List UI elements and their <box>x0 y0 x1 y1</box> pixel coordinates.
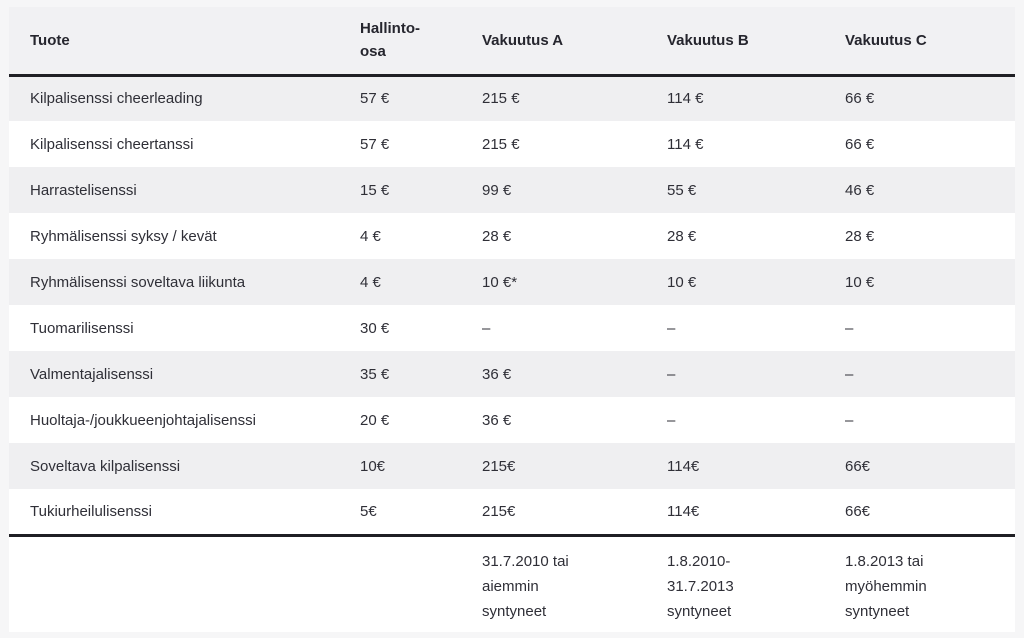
cell-product: Huoltaja-/joukkueenjohtajalisenssi <box>30 411 256 429</box>
cell-insurance-c: 46 € <box>845 181 875 199</box>
cell-admin-fee: 57 € <box>360 135 390 153</box>
cell-product: Valmentajalisenssi <box>30 365 154 383</box>
header-insurance-c: Vakuutus C <box>845 31 927 49</box>
cell-insurance-b: – <box>667 319 676 337</box>
footer-line: 1.8.2010- <box>667 552 731 570</box>
cell-insurance-b: – <box>667 365 676 383</box>
cell-insurance-c: 66€ <box>845 457 871 475</box>
table-row <box>9 167 1015 213</box>
table-row <box>9 443 1015 489</box>
footer-insurance-c-note <box>824 535 1015 632</box>
cell-insurance-b: – <box>667 411 676 429</box>
table-row <box>9 489 1015 535</box>
cell-admin-fee: 20 € <box>360 411 390 429</box>
header-insurance-a: Vakuutus A <box>482 31 564 49</box>
cell-insurance-b: 55 € <box>667 181 697 199</box>
cell-insurance-b: 10 € <box>667 273 697 291</box>
cell-insurance-a: 36 € <box>482 411 512 429</box>
cell-admin-fee: 57 € <box>360 90 390 108</box>
cell-product: Soveltava kilpalisenssi <box>30 457 181 475</box>
cell-insurance-a: 10 €* <box>482 273 518 291</box>
cell-insurance-c: 66€ <box>845 502 871 520</box>
cell-product: Harrastelisenssi <box>30 181 137 199</box>
table-row <box>9 305 1015 351</box>
header-admin-fee-line1: Hallinto- <box>360 20 420 38</box>
footer-line: 1.8.2013 tai <box>845 552 924 570</box>
cell-product: Ryhmälisenssi soveltava liikunta <box>30 273 246 291</box>
table-footer-row <box>9 535 1015 632</box>
cell-product: Kilpalisenssi cheerleading <box>30 90 203 108</box>
cell-admin-fee: 5€ <box>360 502 377 520</box>
table-row <box>9 121 1015 167</box>
cell-insurance-c: – <box>845 319 854 337</box>
cell-insurance-b: 114€ <box>667 502 700 520</box>
cell-insurance-a: 215 € <box>482 135 520 153</box>
cell-insurance-c: 66 € <box>845 90 875 108</box>
cell-product: Kilpalisenssi cheertanssi <box>30 135 194 153</box>
cell-insurance-b: 114 € <box>667 135 704 153</box>
table-row <box>9 397 1015 443</box>
cell-insurance-c: – <box>845 365 854 383</box>
cell-insurance-a: – <box>482 319 491 337</box>
table-row <box>9 213 1015 259</box>
footer-line: syntyneet <box>482 602 547 620</box>
footer-line: myöhemmin <box>845 577 927 595</box>
cell-admin-fee: 4 € <box>360 227 381 245</box>
cell-insurance-a: 99 € <box>482 181 512 199</box>
cell-product: Tuomarilisenssi <box>30 319 134 337</box>
footer-line: aiemmin <box>482 577 539 595</box>
cell-product: Ryhmälisenssi syksy / kevät <box>30 227 217 245</box>
cell-insurance-a: 215€ <box>482 502 516 520</box>
cell-insurance-a: 215 € <box>482 90 520 108</box>
cell-insurance-a: 36 € <box>482 365 512 383</box>
header-admin-fee <box>339 7 461 75</box>
cell-insurance-c: 66 € <box>845 135 875 153</box>
table-row <box>9 259 1015 305</box>
cell-admin-fee: 30 € <box>360 319 390 337</box>
footer-line: 31.7.2013 <box>667 577 734 595</box>
footer-empty-cell <box>9 535 339 632</box>
cell-insurance-a: 28 € <box>482 227 512 245</box>
footer-insurance-b-note <box>646 535 824 632</box>
cell-insurance-a: 215€ <box>482 457 516 475</box>
header-insurance-b: Vakuutus B <box>667 31 749 49</box>
cell-insurance-b: 28 € <box>667 227 697 245</box>
footer-line: 31.7.2010 tai <box>482 552 569 570</box>
table-row <box>9 75 1015 121</box>
header-product: Tuote <box>30 31 70 49</box>
cell-admin-fee: 35 € <box>360 365 390 383</box>
footer-line: syntyneet <box>845 602 910 620</box>
cell-insurance-c: 10 € <box>845 273 875 291</box>
cell-insurance-b: 114 € <box>667 90 704 108</box>
footer-empty-cell <box>339 535 461 632</box>
header-admin-fee-line2: osa <box>360 43 386 61</box>
footer-line: syntyneet <box>667 602 732 620</box>
license-price-table <box>9 7 1015 632</box>
footer-insurance-a-note <box>461 535 646 632</box>
cell-product: Tukiurheilulisenssi <box>30 502 152 520</box>
cell-admin-fee: 15 € <box>360 181 390 199</box>
cell-admin-fee: 4 € <box>360 273 381 291</box>
cell-insurance-b: 114€ <box>667 457 700 475</box>
cell-insurance-c: 28 € <box>845 227 875 245</box>
table-header-row <box>9 7 1015 75</box>
table-row <box>9 351 1015 397</box>
cell-admin-fee: 10€ <box>360 457 386 475</box>
cell-insurance-c: – <box>845 411 854 429</box>
